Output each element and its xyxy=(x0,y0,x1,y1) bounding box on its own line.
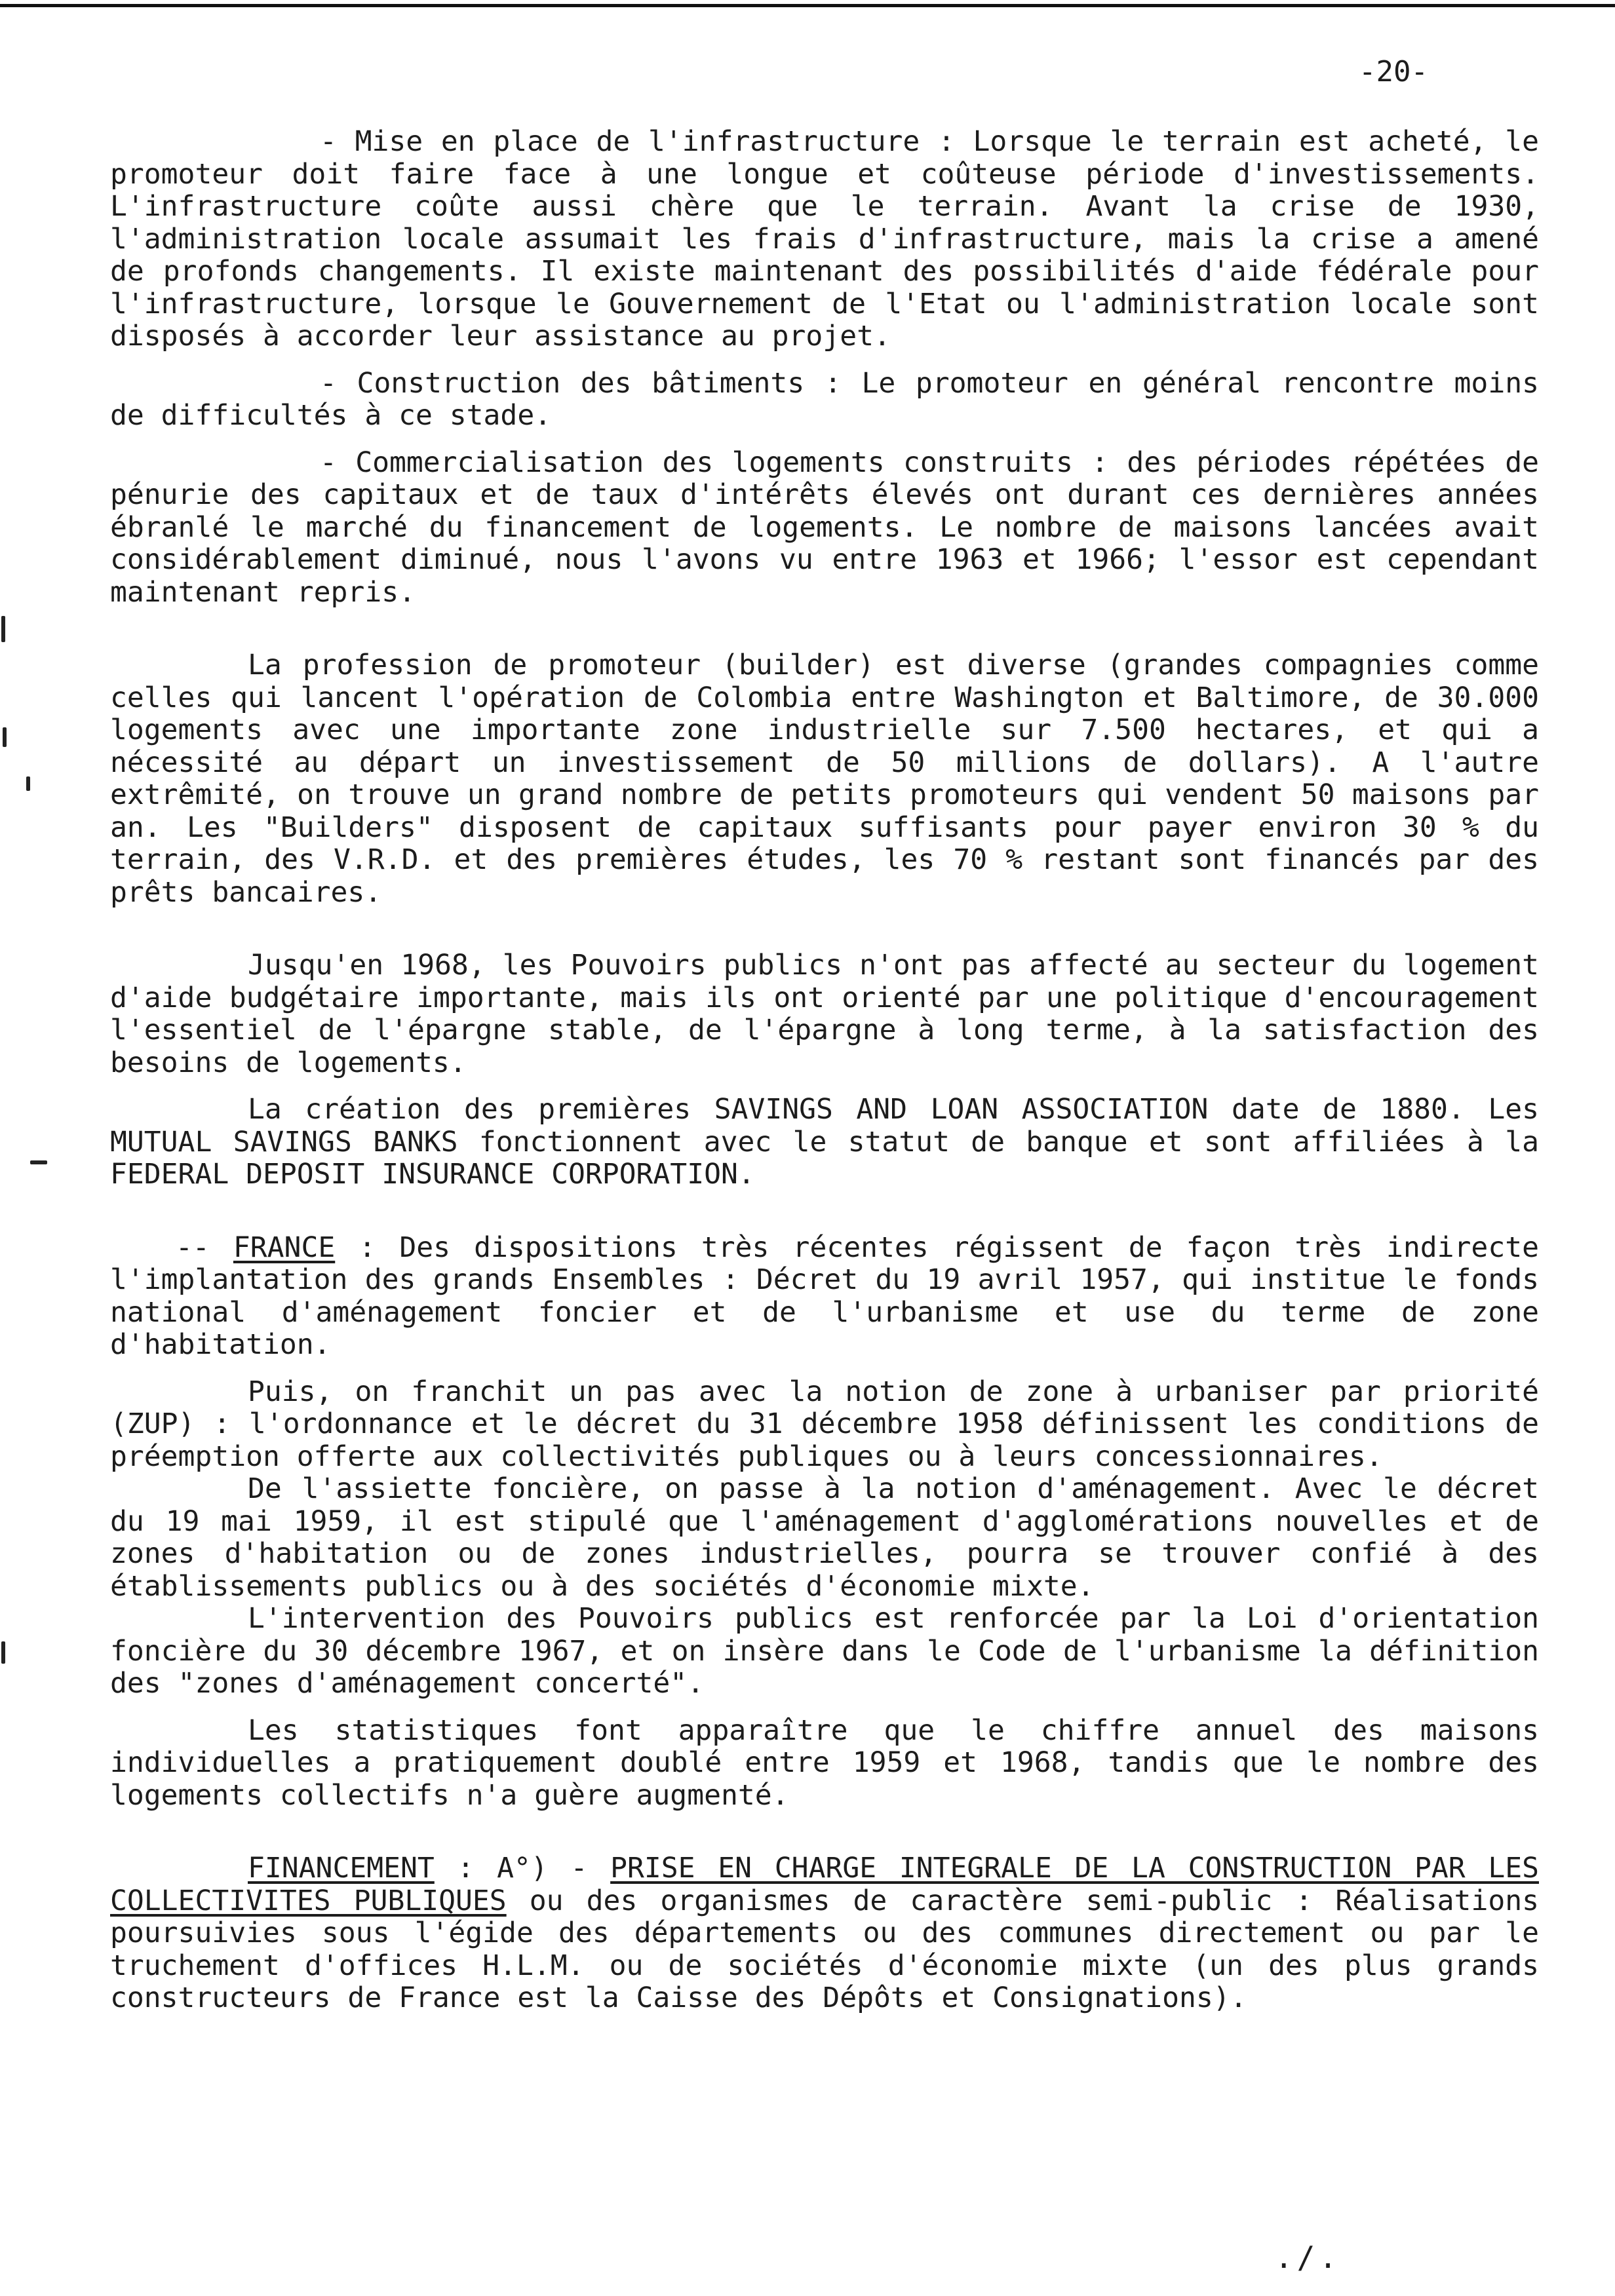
financement-subheading: PRISE EN CHARGE INTEGRALE DE LA CONSTRUCTION PAR LES COLLECTIVITES PUBLIQUES xyxy=(110,1852,1539,1917)
financement-heading: FINANCEMENT xyxy=(248,1852,435,1885)
page-number: -20- xyxy=(1359,55,1428,88)
france-text: : Des dispositions très récentes régissent de façon très indirecte l'implantation des grands Ensembles : Décret du 19 avril 1957, qui institue le fonds national d'aménagement foncier et de l'urbanisme et use du terme de zone d'habitation. xyxy=(110,1231,1539,1361)
paragraph-statistiques: Les statistiques font apparaître que le chiffre annuel des maisons individuelles a pratiquement doublé entre 1959 et 1968, tandis que le nombre des logements collectifs n'a guère augmenté. xyxy=(110,1713,1539,1812)
financement-separator: : A°) - xyxy=(434,1852,611,1885)
paragraph-savings-loan: La création des premières SAVINGS AND LOAN ASSOCIATION date de 1880. Les MUTUAL SAVINGS BANKS fonctionnent avec le statut de banque et sont affiliées à la FEDERAL DEPOSIT INSURANCE CORPORATION. xyxy=(110,1093,1539,1191)
financement-text: ou des organismes de caractère semi-public : Réalisations poursuivies sous l'égide des départements ou des communes directement ou par le truchement d'offices H.L.M. ou de sociétés d'économie mixte (un des plus grands constructeurs de France est la Caisse des Dépôts et Consignations). xyxy=(110,1884,1539,2014)
france-heading: FRANCE xyxy=(233,1231,336,1264)
margin-mark xyxy=(1,1641,5,1664)
paragraph-amenagement: De l'assiette foncière, on passe à la notion d'aménagement. Avec le décret du 19 mai 1959, il est stipulé que l'aménagement d'agglomérations nouvelles et de zones d'habitation ou de zones industrielles, pourra se trouver confié à des établissements publics ou à des sociétés d'économie mixte. xyxy=(110,1472,1539,1603)
paragraph-construction: - Construction des bâtiments : Le promoteur en général rencontre moins de difficultés à ce stade. xyxy=(110,366,1539,432)
continuation-mark: ./. xyxy=(1274,2240,1341,2275)
paragraph-profession-promoteur: La profession de promoteur (builder) est diverse (grandes compagnies comme celles qui lancent l'opération de Colombia entre Washington et Baltimore, de 30.000 logements avec une importante zone industrielle sur 7.500 hectares, et qui a nécessité au départ un investissement de 50 millions de dollars). A l'autre extrêmité, on trouve un grand nombre de petits promoteurs qui vendent 50 maisons par an. Les "Builders" disposent de capitaux suffisants pour payer environ 30 % du terrain, des V.R.D. et des premières études, les 70 % restant sont financés par des prêts bancaires. xyxy=(110,649,1539,909)
margin-mark xyxy=(1,616,5,642)
paragraph-zup: Puis, on franchit un pas avec la notion de zone à urbaniser par priorité (ZUP) : l'ordonnance et le décret du 31 décembre 1958 définissent les conditions de préemption offerte aux collectivités publiques ou à leurs concessionnaires. xyxy=(110,1375,1539,1473)
top-rule xyxy=(0,4,1615,7)
paragraph-loi-orientation: L'intervention des Pouvoirs publics est renforcée par la Loi d'orientation foncière du 30 décembre 1967, et on insère dans le Code de l'urbanisme la définition des "zones d'aménagement concerté". xyxy=(110,1602,1539,1700)
paragraph-financement xyxy=(110,1852,1539,2015)
paragraph-infrastructure: - Mise en place de l'infrastructure : Lorsque le terrain est acheté, le promoteur doit faire face à une longue et coûteuse période d'investissements. L'infrastructure coûte aussi chère que le terrain. Avant la crise de 1930, l'administration locale assumait les frais d'infrastructure, mais la crise a amené de profonds changements. Il existe maintenant des possibilités d'aide fédérale pour l'infrastructure, lorsque le Gouvernement de l'Etat ou l'administration locale sont disposés à accorder leur assistance au projet. xyxy=(110,125,1539,353)
france-dash: -- xyxy=(176,1231,233,1264)
margin-mark xyxy=(30,1160,47,1164)
paragraph-pouvoirs-publics: Jusqu'en 1968, les Pouvoirs publics n'ont pas affecté au secteur du logement d'aide budgétaire importante, mais ils ont orienté par une politique d'encouragement l'essentiel de l'épargne stable, de l'épargne à long terme, à la satisfaction des besoins de logements. xyxy=(110,949,1539,1079)
margin-mark xyxy=(3,727,7,747)
paragraph-commercialisation: - Commercialisation des logements construits : des périodes répétées de pénurie des capitaux et de taux d'intérêts élevés ont durant ces dernières années ébranlé le marché du financement de logements. Le nombre de maisons lancées avait considérablement diminué, nous l'avons vu entre 1963 et 1966; l'essor est cependant maintenant repris. xyxy=(110,446,1539,609)
document-body xyxy=(110,126,1539,2015)
paragraph-france xyxy=(110,1232,1539,1362)
margin-mark xyxy=(26,776,30,791)
